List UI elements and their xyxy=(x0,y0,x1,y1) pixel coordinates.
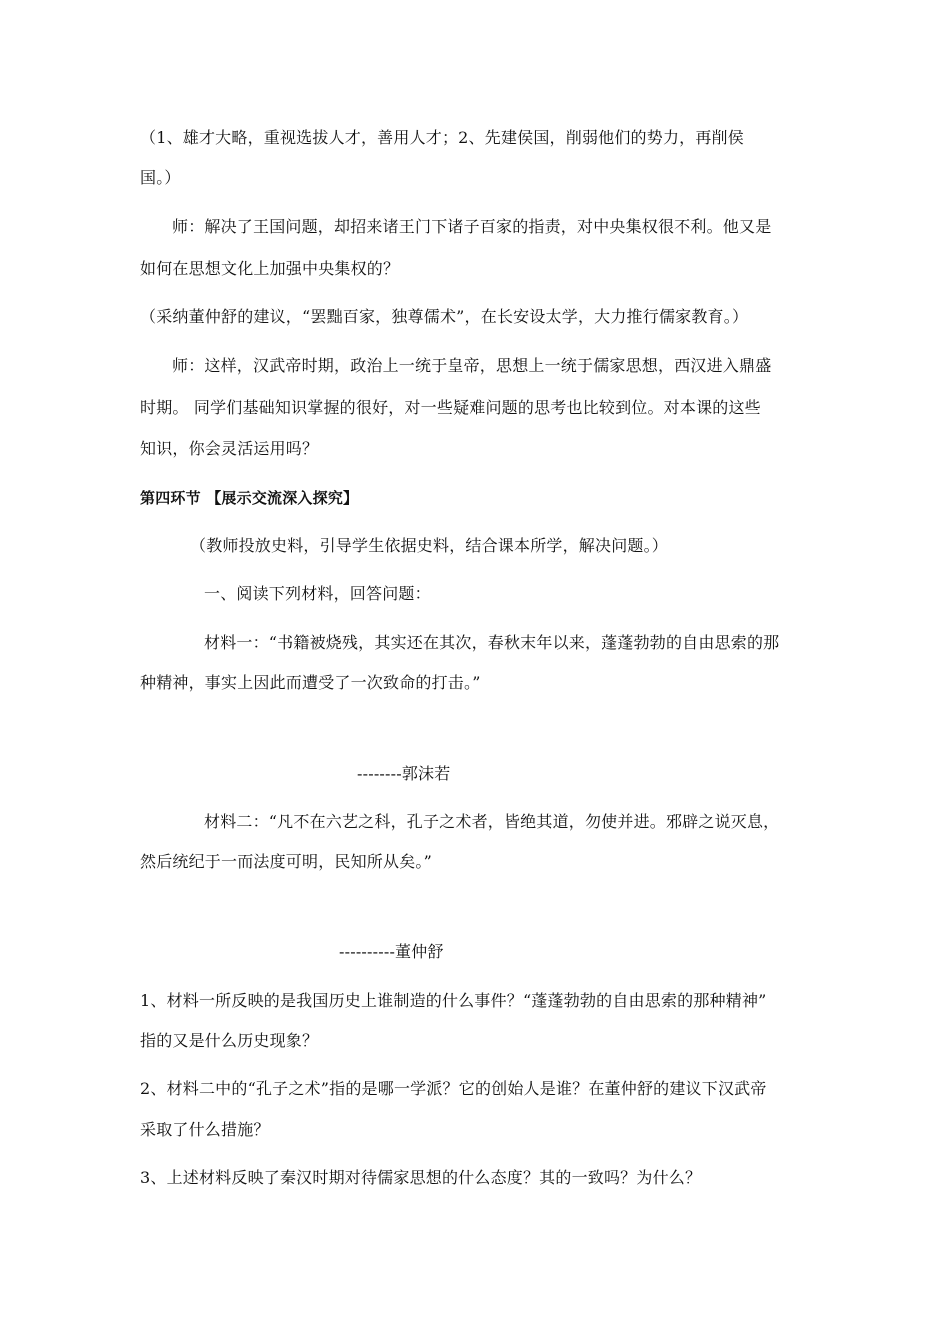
question-1-line-1: 1、材料一所反映的是我国历史上谁制造的什么事件？“蓬蓬勃勃的自由思索的那种精神” xyxy=(140,991,767,1010)
teacher-line-1: 师：解决了王国问题，却招来诸王门下诸子百家的指责，对中央集权很不利。他又是 xyxy=(172,217,772,236)
question-3-line: 3、上述材料反映了秦汉时期对待儒家思想的什么态度？其的一致吗？为什么？ xyxy=(140,1168,702,1187)
question-intro: 一、阅读下列材料，回答问题： xyxy=(204,584,431,603)
material-1-line-2: 种精神，事实上因此而遭受了一次致命的打击。” xyxy=(140,673,481,692)
teacher-line-2: 如何在思想文化上加强中央集权的？ xyxy=(140,259,400,278)
teacher-line-3: 师：这样，汉武帝时期，政治上一统于皇帝，思想上一统于儒家思想，西汉进入鼎盛 xyxy=(172,356,772,375)
material-2-source: ----------董仲舒 xyxy=(339,942,444,961)
question-2-line-2: 采取了什么措施？ xyxy=(140,1120,270,1139)
question-2-line-1: 2、材料二中的“孔子之术”指的是哪一学派？它的创始人是谁？在董仲舒的建议下汉武帝 xyxy=(140,1079,767,1098)
answer-line-1: （1、雄才大略，重视选拔人才，善用人才；2、先建侯国，削弱他们的势力，再削侯 xyxy=(140,128,744,147)
answer-line-3: （采纳董仲舒的建议，“罢黜百家，独尊儒术”，在长安设太学，大力推行儒家教育。） xyxy=(140,307,749,326)
material-1-source: --------郭沫若 xyxy=(357,764,451,783)
material-2-line-2: 然后统纪于一而法度可明，民知所从矣。” xyxy=(140,852,432,871)
answer-line-2: 国。） xyxy=(140,168,181,187)
material-2-line-1: 材料二：“凡不在六艺之科，孔子之术者，皆绝其道，勿使并进。邪辟之说灭息， xyxy=(204,812,780,831)
question-1-line-2: 指的又是什么历史现象？ xyxy=(140,1031,319,1050)
instruction-line: （教师投放史料，引导学生依据史料，结合课本所学，解决问题。） xyxy=(190,536,669,555)
material-1-line-1: 材料一：“书籍被烧残，其实还在其次，春秋末年以来，蓬蓬勃勃的自由思索的那 xyxy=(204,633,780,652)
teacher-line-5: 知识，你会灵活运用吗？ xyxy=(140,439,319,458)
teacher-line-4: 时期。 同学们基础知识掌握的很好，对一些疑难问题的思考也比较到位。对本课的这些 xyxy=(140,398,761,417)
section-heading: 第四环节 【展示交流深入探究】 xyxy=(140,489,359,507)
